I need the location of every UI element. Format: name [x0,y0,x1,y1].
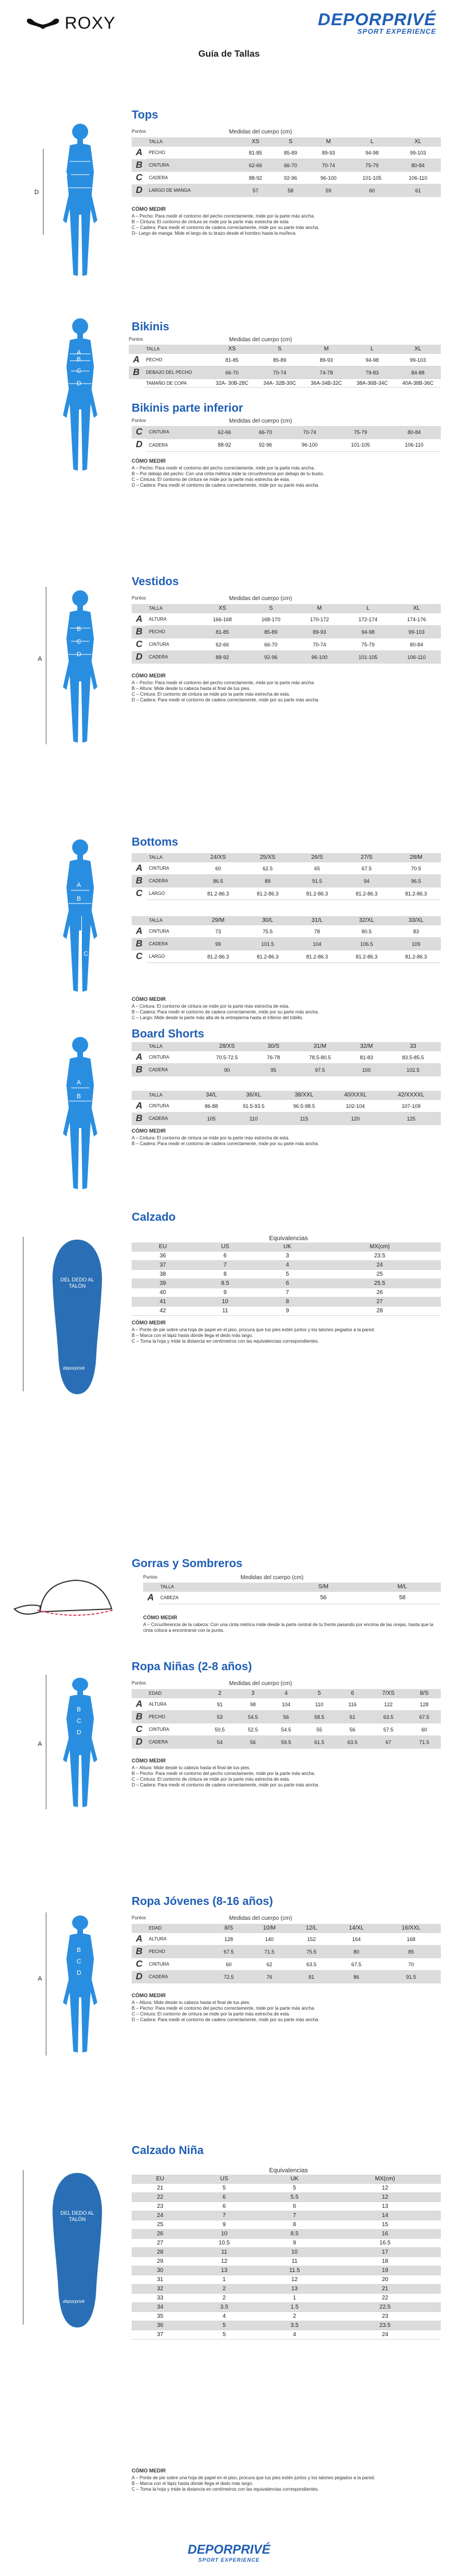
table-row: B CINTURA 62-66 66-70 70-74 75-79 80-84 [132,159,441,172]
table-row: A ALTURA 128 140 152 164 168 [132,1933,441,1946]
ninas-figure-icon [57,1675,103,1835]
table-row: C CINTURA 62-66 66-70 70-74 75-79 80-84 [132,638,441,651]
calzado-table: EU US UK MX(cm) 36 6 3 23.5 37 7 4 24 38 8 5 25 39 8.5 6 25.5 40 9 7 26 41 10 8 27 42 11 9 28 [132,1242,441,1316]
table-row: 36 6 3 23.5 [132,1252,441,1261]
jovenes-puntos: Puntos [132,1915,146,1920]
table-row: 35 4 2 23 [132,2312,441,2321]
tops-title: Tops [132,109,159,121]
table-row: 30 13 11.5 19 [132,2266,441,2275]
jovenes-fig-label-a: A [38,1975,42,1982]
table-row: A CINTURA 60 62.5 65 67.5 70.5 [132,862,441,875]
ninas-how-to-measure: CÓMO MEDIR A – Altura: Mide desde tu cabeza hasta el final de tus pies. B – Pecho: Para medir el contorno del pecho correctamente, mide por la parte más ancha. C – Cintura: El contorno de cintura se mide por la parte más estrecha de esta. D – Cadera: Para medir el contorno de cadera correctamente, mide por su parte más ancha. [132,1758,319,1788]
vestidos-medidas: Medidas del cuerpo (cm) [229,595,293,602]
tops-sleeve-arrow [43,149,44,235]
foot-icon [46,1237,109,1397]
table-row: C CINTURA 60 62 63.5 67.5 70 [132,1958,441,1971]
table-row: 36 5 3.5 23.5 [132,2321,441,2330]
table-row: A CABEZA 56 58 [143,1592,441,1604]
tops-fig-label-b: B [64,172,68,179]
bottoms-inseam-arrow [81,916,82,991]
table-row: D CADERA 54 56 59.5 61.5 63.5 67 71.5 [132,1736,441,1749]
table-row: 40 9 7 26 [132,1288,441,1297]
deporprive-wordmark: DEPORPRIVÉ [318,10,436,29]
bikinis-table: TALLA XS S M L XL A PECHO 81-85 85-89 89-93 94-98 99-103 B DEBAJO DEL PECHO 66-70 70-74 74-78 79-83 84-88 TAMAÑO DE COPA 32A- 30B-28C 34A- 32B-30C 36A-34B-32C 38A-36B-34C 40A-38B-36C [129,345,441,388]
bottoms-how-to-measure: CÓMO MEDIR A – Cintura: El contorno de cintura se mide por la parte más estrecha de esta. B – Cadera: Para medir el contorno de cadera correctamente, mide por su parte más ancha. C – Largo: Mide desde la parte más alta de la entrepierna hasta el inferior del tobillo. [132,996,319,1021]
footer-wordmark: DEPORPRIVÉ [187,2542,271,2557]
jovenes-fig-label-b: B [77,1947,81,1954]
vestidos-table: TALLA XS S M L XL A ALTURA 166-168 168-170 170-172 172-174 174-176 B PECHO 81-85 85-89 89-93 94-98 99-103 C CINTURA 62-66 66-70 70-74 75-79 80-84 D CADERA 88-92 92-96 96-100 101-105 106-110 [132,604,441,664]
table-row: 26 10 8.5 16 [132,2230,441,2239]
header [0,0,458,34]
bikinis-puntos: Puntos [129,337,143,342]
jovenes-medidas: Medidas del cuerpo (cm) [229,1915,293,1922]
vestidos-fig-label-c: C [77,638,81,645]
bikinis-fig-label-a: A [77,349,81,356]
jovenes-table: EDAD 8/S 10/M 12/L 14/XL 16/XXL A ALTURA 128 140 152 164 168 B PECHO 67.5 71.5 75.5 80 85 C CINTURA 60 62 63.5 67.5 70 D CADERA 72.5 76 81 86 91.5 [132,1924,441,1983]
ninas-medidas: Medidas del cuerpo (cm) [229,1680,293,1687]
table-row: 25 9 8 15 [132,2220,441,2230]
bikinis-medidas: Medidas del cuerpo (cm) [229,337,293,343]
bikinis-fig-label-b: B [77,356,81,363]
bottoms-title: Bottoms [132,836,179,849]
table-row: A PECHO 81-85 85-89 89-93 94-98 99-103 [132,147,441,159]
table-row: 23 6 6 13 [132,2202,441,2211]
table-row: B PECHO 81-85 85-89 89-93 94-98 99-103 [132,626,441,638]
calzado-nina-table: EU US UK MX(cm) 21 5 5 12 22 6 5.5 12 23 6 6 13 24 7 7 14 25 9 8 15 26 10 8.5 16 27 10.5 9 16.5 28 11 10 17 29 12 11 18 30 13 11.5 19 31 1 12 20 32 2 13 21 33 2 1 22 34 3.5 1.5 22.5 35 4 2 23 36 5 3.5 23.5 37 5 4 24 [132,2175,441,2340]
tops-how-to-measure: CÓMO MEDIR A – Pecho: Para medir el contorno del pecho correctamente, mide por la parte más ancha. B – Cintura: El contorno de cintura se mide por la parte más estrecha de esta C – Cadera: Para medir el contorno de cadera correctamente, mide por su parte más ancha. D– Largo de manga: Mide el largo de tu brazo desde el hombro hasta la muñeca. [132,206,319,236]
foot-icon [46,2170,109,2330]
boardshorts-table-2: TALLA 34/L 36/XL 38/XXL 40/XXXL 42/XXXXL A CINTURA 86-88 91.5-93.5 96.5-98.5 102-104 107-109 B CADERA 105 110 115 120 125 [132,1091,441,1125]
boardshorts-fig-label-b: B [77,1093,81,1100]
roxy-heart-icon [26,18,60,30]
deporprive-tagline: SPORT EXPERIENCE [357,27,436,35]
bikinis-inf-title: Bikinis parte inferior [132,402,243,415]
table-row: 24 7 7 14 [132,2211,441,2220]
jovenes-title: Ropa Jóvenes (8-16 años) [132,1895,273,1908]
calzado-title: Calzado [132,1211,176,1224]
tops-fig-label-c: C [64,186,68,193]
bottoms-table-2: TALLA 29/M 30/L 31/L 32/XL 33/XL A CINTURA 73 75.5 78 80.5 83 B CADERA 99 101.5 104 106.5 109 C LARGO 81.2-86.3 81.2-86.3 81.2-86.3 81.2-86.3 81.2-86.3 [132,916,441,963]
table-row: A CINTURA 73 75.5 78 80.5 83 [132,925,441,938]
boardshorts-fig-label-a: A [77,1079,81,1086]
bikinis-figure-icon [57,315,103,475]
calzado-foot-brand: deporprivé [63,1366,85,1371]
table-row: D CADERA 88-92 92-96 96-100 101-105 106-110 [132,439,441,451]
table-row: 38 8 5 25 [132,1270,441,1279]
table-row: TAMAÑO DE COPA 32A- 30B-28C 34A- 32B-30C 36A-34B-32C 38A-36B-34C 40A-38B-36C [129,379,441,388]
bottoms-fig-label-b: B [77,896,81,902]
calzado-nina-foot-label: DEL DEDO AL TALÓN [60,2210,94,2223]
tops-puntos: Puntos [132,129,146,134]
table-row: 29 12 11 18 [132,2257,441,2266]
calzado-equiv: Equivalencias [269,1235,308,1242]
table-row: 34 3.5 1.5 22.5 [132,2303,441,2312]
table-row: 41 10 8 27 [132,1297,441,1307]
bikinis-inf-medidas: Medidas del cuerpo (cm) [229,418,293,424]
table-row: 33 2 1 22 [132,2294,441,2303]
tops-fig-label-d: D [34,189,39,196]
ninas-fig-label-d: D [77,1729,81,1736]
table-row: A CINTURA 86-88 91.5-93.5 96.5-98.5 102-104 107-109 [132,1100,441,1113]
vestidos-fig-label-d: D [77,651,81,658]
table-row: C CINTURA 50.5 52.5 54.5 55 56 57.5 60 [132,1723,441,1736]
ninas-puntos: Puntos [132,1680,146,1686]
table-row: 37 7 4 24 [132,1261,441,1270]
table-row: 22 6 5.5 12 [132,2193,441,2202]
table-row: 37 5 4 24 [132,2330,441,2340]
bikinis-inf-puntos: Puntos [132,418,146,423]
boardshorts-figure-icon [57,1033,103,1194]
footer-tagline: SPORT EXPERIENCE [198,2557,260,2563]
table-row: 31 1 12 20 [132,2275,441,2285]
gorras-puntos: Puntos [143,1575,157,1580]
bikinis-title: Bikinis [132,321,169,333]
table-row: 27 10.5 9 16.5 [132,2239,441,2248]
table-row: B CADERA 99 101.5 104 106.5 109 [132,938,441,950]
table-row: 39 8.5 6 25.5 [132,1279,441,1288]
tops-fig-label-a: A [64,157,68,164]
gorras-table: TALLA S/M M/L A CABEZA 56 58 [143,1583,441,1604]
table-row: A ALTURA 166-168 168-170 170-172 172-174 174-176 [132,613,441,626]
bikinis-inf-table [132,426,441,452]
calzado-how-to-measure: CÓMO MEDIR A – Ponte de pie sobre una hoja de papel en el piso, procura que tus pies estén juntos y los talones pegados a la pared. B – Marca con el lápiz hasta dónde llega el dedo más largo. C – Toma la hoja y mide la distancia en centímetros con las equivalencias correspondientes. [132,1320,376,1344]
bikinis-fig-label-d: D [77,380,81,387]
tops-figure-icon [57,120,103,281]
table-row: 21 5 5 12 [132,2184,441,2193]
cap-icon [11,1575,120,1626]
bottoms-fig-label-c: C [84,950,88,957]
footer-logo [0,2542,458,2563]
calzado-nina-equiv: Equivalencias [269,2167,308,2174]
table-row: B DEBAJO DEL PECHO 66-70 70-74 74-78 79-83 84-88 [129,366,441,379]
boardshorts-table-1: TALLA 28/XS 30/S 31/M 32/M 33 A CINTURA 70.5-72.5 76-78 78.5-80.5 81-83 83.5-85.5 B CADERA 90 95 97.5 100 102.5 [132,1042,441,1076]
tops-medidas: Medidas del cuerpo (cm) [229,129,293,135]
table-row: C LARGO 81.2-86.3 81.2-86.3 81.2-86.3 81.2-86.3 81.2-86.3 [132,887,441,900]
bottoms-figure-icon [57,836,103,996]
ninas-fig-label-a: A [38,1741,42,1747]
ninas-fig-label-c: C [77,1718,81,1725]
gorras-medidas: Medidas del cuerpo (cm) [240,1575,304,1581]
table-row: B CADERA 105 110 115 120 125 [132,1113,441,1125]
vestidos-figure-icon [57,587,103,747]
table-row: A PECHO 81-85 85-89 89-93 94-98 99-103 [129,354,441,366]
table-row: 32 2 13 21 [132,2285,441,2294]
jovenes-how-to-measure: CÓMO MEDIR A – Altura: Mide desde tu cabeza hasta el final de tus pies. B – Pecho: Para medir el contorno del pecho correctamente, mide por la parte más ancha. C – Cintura: El contorno de cintura se mide por la parte más estrecha de esta. D – Cadera: Para medir el contorno de cadera correctamente, mide por su parte más ancha. [132,1993,319,2023]
table-row: B CADERA 90 95 97.5 100 102.5 [132,1064,441,1076]
table-row: C LARGO 81.2-86.3 81.2-86.3 81.2-86.3 81.2-86.3 81.2-86.3 [132,950,441,963]
gorras-how-to-measure: CÓMO MEDIR A – Circunferencia de la cabeza: Con una cinta métrica mide desde la parte central de tu frente pasando por encima de las orejas, hasta que la cinta coloca a encontrarse con la punta. [143,1615,433,1634]
roxy-wordmark: ROXY [65,14,116,33]
table-row: D CADERA 88-92 92-96 96-100 101-105 106-110 [132,651,441,664]
tops-table: TALLA XS S M L XL A PECHO 81-85 85-89 89-93 94-98 99-103 B CINTURA 62-66 66-70 70-74 75-79 80-84 C CADERA 88-92 92-96 96-100 101-105 106-110 D LARGO DE MANGA 57 58 59 60 61 [132,137,441,197]
jovenes-fig-label-d: D [77,1970,81,1977]
vestidos-fig-label-b: B [77,626,81,633]
table-row: A ALTURA 91 98 104 110 116 122 128 [132,1698,441,1711]
jovenes-fig-label-c: C [77,1958,81,1965]
vestidos-how-to-measure: CÓMO MEDIR A – Pecho: Para medir el contorno del pecho correctamente, mide por la parte más ancha. B – Altura: Mide desde tu cabeza hasta el final de tus pies. C – Cintura: El contorno de cintura se mide por la parte más estrecha de esta. D – Cadera: Para medir el contorno de cadera correctamente, mide por su parte más ancha. [132,673,319,703]
table-row: B PECHO 53 54.5 56 58.5 61 63.5 67.5 [132,1711,441,1723]
bikinis-fig-label-c: C [77,368,81,374]
bottoms-fig-label-a: A [77,882,81,889]
vestidos-title: Vestidos [132,575,179,588]
table-row: C CADERA 88-92 92-96 96-100 101-105 106-110 [132,172,441,184]
ninas-table: EDAD 2 3 4 5 6 7/XS 8/S A ALTURA 91 98 104 110 116 122 128 B PECHO 53 54.5 56 58.5 61 63.5 67.5 C CINTURA 50.5 52.5 54.5 55 56 57.5 60 D CADERA 54 56 59.5 61.5 63.5 67 71.5 [132,1689,441,1749]
table-row: A CINTURA 70.5-72.5 76-78 78.5-80.5 81-83 83.5-85.5 [132,1051,441,1064]
ninas-title: Ropa Niñas (2-8 años) [132,1660,252,1673]
table-row: B CADERA 86.5 89 91.5 94 96.5 [132,875,441,887]
table-row: 28 11 10 17 [132,2248,441,2257]
boardshorts-title: Board Shorts [132,1028,204,1040]
calzado-nina-foot-brand: deporprivé [63,2299,85,2304]
page-title: Guía de Tallas [198,49,260,59]
table-row: D LARGO DE MANGA 57 58 59 60 61 [132,184,441,197]
boardshorts-how-to-measure: CÓMO MEDIR A – Cintura: El contorno de cintura se mide por la parte más estrecha de esta. B – Cadera: Para medir el contorno de cadera correctamente, mide por su parte más ancha. [132,1128,319,1147]
roxy-logo [26,14,116,33]
table-row: C CINTURA 62-66 66-70 70-74 75-79 80-84 [132,426,441,439]
ninas-fig-label-b: B [77,1706,81,1713]
jovenes-figure-icon [57,1912,103,2073]
table-row: D CADERA 72.5 76 81 86 91.5 [132,1971,441,1983]
bottoms-table-1: TALLA 24/XS 25/XS 26/S 27/S 28/M A CINTURA 60 62.5 65 67.5 70.5 B CADERA 86.5 89 91.5 94 96.5 C LARGO 81.2-86.3 81.2-86.3 81.2-86.3 81.2-86.3 81.2-86.3 [132,853,441,900]
table-row: B PECHO 67.5 71.5 75.5 80 85 [132,1946,441,1958]
vestidos-puntos: Puntos [132,595,146,601]
calzado-nina-how-to-measure: CÓMO MEDIR A – Ponte de pie sobre una hoja de papel en el piso, procura que tus pies estén juntos y los talones pegados a la pared. B – Marca con el lápiz hasta dónde llega el dedo más largo. C – Toma la hoja y mide la distancia en centímetros con las equivalencias correspondientes. [132,2468,376,2492]
bikinis-how-to-measure: CÓMO MEDIR A – Pecho: Para medir el contorno del pecho correctamente, mide por la parte más ancha. B – Por debajo del pecho: Con una cinta métrica mide la circunferencia por debajo de tu busto. C – Cintura: El contorno de cintura se mide por la parte más estrecha de esta. D – Cadera: Para medir el contorno de cadera correctamente, mide por su parte más ancha. [132,458,325,488]
calzado-nina-title: Calzado Niña [132,2144,204,2157]
vestidos-fig-label-a: A [38,656,42,662]
table-row: 42 11 9 28 [132,1307,441,1316]
gorras-title: Gorras y Sombreros [132,1557,243,1570]
calzado-foot-label: DEL DEDO AL TALÓN [60,1277,94,1289]
deporprive-logo [318,10,436,35]
